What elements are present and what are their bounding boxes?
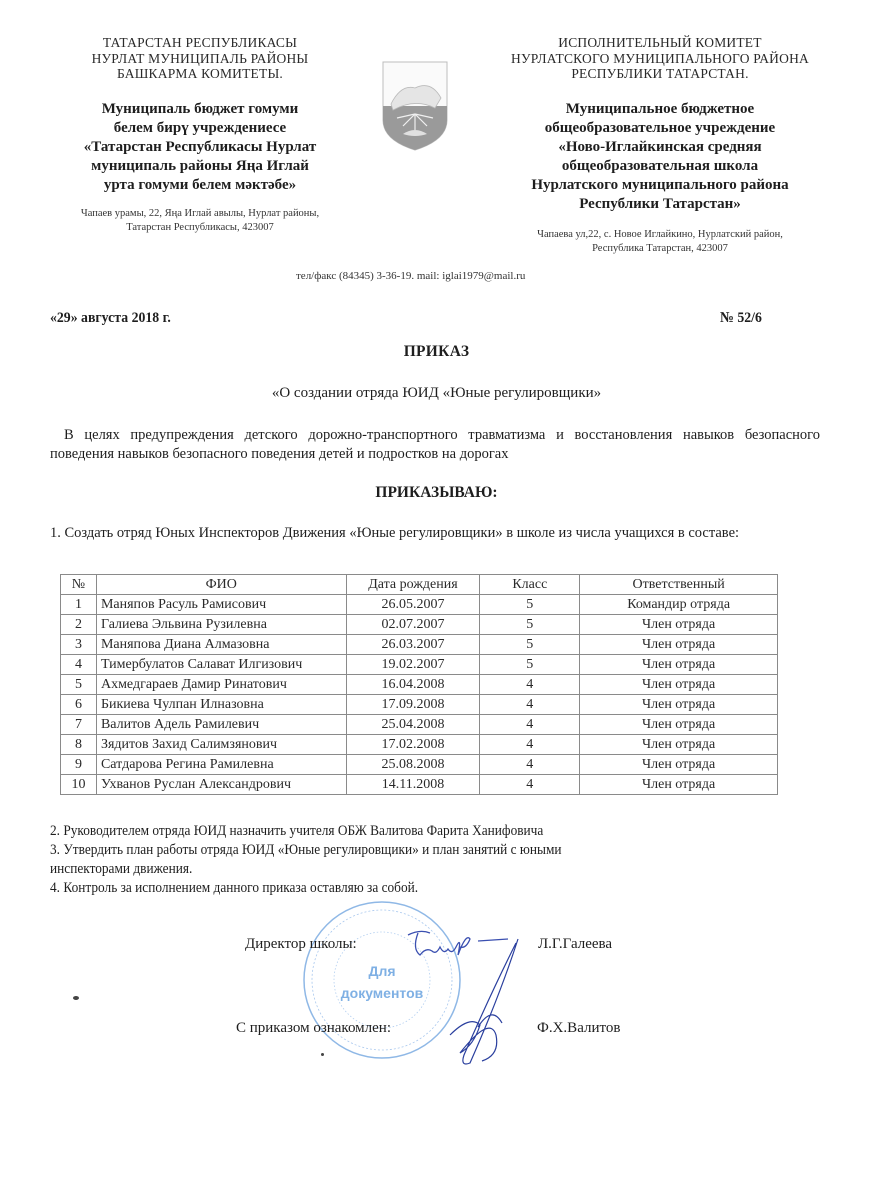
cell-birthdate: 19.02.2007 [346, 655, 480, 675]
header-line: БАШКАРМА КОМИТЕТЫ. [117, 66, 283, 81]
acknowledgment-signature [430, 935, 530, 1070]
cell-class: 5 [480, 595, 580, 615]
cell-number: 1 [61, 595, 97, 615]
header-line: Муниципаль бюджет гомуми [101, 100, 299, 117]
cell-number: 2 [61, 615, 97, 635]
header-line: Чапаев урамы, 22, Яңа Иглай авылы, Нурлат районы, [80, 207, 320, 219]
intro-text: В целях предупреждения детского дорожно-транспортного травматизма и восстановления навыков безопасного поведения навыков безопасного поведения детей и подростков на дорогах [50, 427, 820, 462]
contact-line: тел/факс (84345) 3-36-19. mail: iglai1979@mail.ru [296, 270, 526, 282]
cell-name: Маняпов Расуль Рамисович [96, 595, 346, 615]
col-header-number: № [61, 575, 97, 595]
cell-class: 5 [480, 615, 580, 635]
cell-role: Член отряда [580, 735, 778, 755]
cell-number: 8 [61, 735, 97, 755]
acknowledgment-label: С приказом ознакомлен: [236, 1020, 392, 1036]
document-date: «29» августа 2018 г. [50, 310, 171, 326]
header-line: ТАТАРСТАН РЕСПУБЛИКАСЫ [102, 35, 298, 50]
intro-paragraph [50, 426, 820, 464]
header-line: НУРЛАТ МУНИЦИПАЛЬ РАЙОНЫ [91, 50, 309, 66]
cell-number: 4 [61, 655, 97, 675]
cell-number: 9 [61, 755, 97, 775]
table-row [61, 735, 778, 755]
cell-class: 4 [480, 675, 580, 695]
table-row [61, 615, 778, 635]
header-line: ИСПОЛНИТЕЛЬНЫЙ КОМИТЕТ [558, 35, 762, 50]
col-header-name: ФИО [96, 575, 346, 595]
cell-name: Валитов Адель Рамилевич [96, 715, 346, 735]
cell-name: Ахмедгараев Дамир Ринатович [96, 675, 346, 695]
cell-class: 5 [480, 635, 580, 655]
members-table [60, 574, 778, 795]
director-name: Л.Г.Галеева [538, 936, 613, 952]
cell-role: Член отряда [580, 615, 778, 635]
acknowledgment-name: Ф.Х.Валитов [537, 1020, 621, 1036]
coat-of-arms-icon [375, 58, 455, 153]
cell-number: 5 [61, 675, 97, 695]
col-header-birthdate: Дата рождения [346, 575, 480, 595]
scan-speck [73, 996, 79, 1000]
table-row [61, 715, 778, 735]
cell-class: 4 [480, 755, 580, 775]
cell-birthdate: 17.02.2008 [346, 735, 480, 755]
order-items [50, 822, 820, 898]
table-row [61, 635, 778, 655]
cell-role: Член отряда [580, 755, 778, 775]
header-right-address [490, 228, 830, 256]
header-line: белем бирү учреждениесе [113, 119, 287, 136]
col-header-class: Класс [480, 575, 580, 595]
scan-speck [321, 1053, 324, 1056]
cell-birthdate: 14.11.2008 [346, 775, 480, 795]
header-line: «Ново-Иглайкинская средняя [558, 138, 762, 155]
cell-name: Ухванов Руслан Александрович [96, 775, 346, 795]
order-item-3-cont: инспекторами движения. [50, 861, 193, 877]
header-right-authority [490, 35, 830, 82]
cell-birthdate: 17.09.2008 [346, 695, 480, 715]
cell-name: Тимербулатов Салават Илгизович [96, 655, 346, 675]
cell-number: 10 [61, 775, 97, 795]
header-line: Республики Татарстан» [579, 195, 741, 212]
cell-class: 4 [480, 735, 580, 755]
cell-class: 5 [480, 655, 580, 675]
header-line: Республика Татарстан, 423007 [592, 242, 728, 254]
cell-class: 4 [480, 775, 580, 795]
header-line: «Татарстан Республикасы Нурлат [83, 138, 317, 155]
cell-number: 3 [61, 635, 97, 655]
table-row [61, 695, 778, 715]
header-line: Муниципальное бюджетное [565, 100, 755, 117]
header-line: Нурлатского муниципального района [531, 176, 789, 193]
header-left-authority [60, 35, 340, 82]
document-number: № 52/6 [720, 310, 762, 326]
order-item-1: 1. Создать отряд Юных Инспекторов Движения «Юные регулировщики» в школе из числа учащихся в составе: [50, 525, 740, 541]
table-row [61, 655, 778, 675]
header-line: Татарстан Республикасы, 423007 [126, 221, 274, 233]
header-line: НУРЛАТСКОГО МУНИЦИПАЛЬНОГО РАЙОНА [511, 50, 809, 66]
header-line: урта гомуми белем мәктәбе» [103, 176, 297, 193]
table-row [61, 775, 778, 795]
cell-class: 4 [480, 715, 580, 735]
cell-birthdate: 16.04.2008 [346, 675, 480, 695]
order-item-2: 2. Руководителем отряда ЮИД назначить учителя ОБЖ Валитова Фарита Ханифовича [50, 823, 544, 839]
cell-number: 6 [61, 695, 97, 715]
cell-role: Член отряда [580, 635, 778, 655]
header-line: Чапаева ул,22, с. Новое Иглайкино, Нурлатский район, [537, 228, 783, 240]
cell-birthdate: 25.08.2008 [346, 755, 480, 775]
document-title: ПРИКАЗ [403, 343, 470, 360]
cell-role: Член отряда [580, 695, 778, 715]
cell-role: Член отряда [580, 675, 778, 695]
cell-class: 4 [480, 695, 580, 715]
cell-name: Зядитов Захид Салимзянович [96, 735, 346, 755]
cell-role: Член отряда [580, 655, 778, 675]
cell-name: Маняпова Диана Алмазовна [96, 635, 346, 655]
order-heading: ПРИКАЗЫВАЮ: [375, 484, 498, 501]
cell-role: Член отряда [580, 775, 778, 795]
table-row [61, 675, 778, 695]
cell-name: Бикиева Чулпан Илназовна [96, 695, 346, 715]
header-left-address [60, 207, 340, 235]
document-subtitle: «О создании отряда ЮИД «Юные регулировщики» [271, 385, 602, 401]
table-header-row [61, 575, 778, 595]
header-left-block [60, 35, 340, 235]
order-item-4: 4. Контроль за исполнением данного приказа оставляю за собой. [50, 880, 419, 896]
stamp-text-line: документов [340, 985, 424, 1001]
cell-role: Член отряда [580, 715, 778, 735]
cell-name: Сатдарова Регина Рамилевна [96, 755, 346, 775]
cell-number: 7 [61, 715, 97, 735]
header-line: общеобразовательное учреждение [544, 119, 776, 136]
cell-birthdate: 02.07.2007 [346, 615, 480, 635]
header-right-org-name [490, 100, 830, 214]
table-row [61, 755, 778, 775]
cell-birthdate: 26.05.2007 [346, 595, 480, 615]
cell-role: Командир отряда [580, 595, 778, 615]
header-line: РЕСПУБЛИКИ ТАТАРСТАН. [571, 66, 749, 81]
cell-name: Галиева Эльвина Рузилевна [96, 615, 346, 635]
col-header-role: Ответственный [580, 575, 778, 595]
order-item-3: 3. Утвердить план работы отряда ЮИД «Юные регулировщики» и план занятий с юными [50, 842, 562, 858]
stamp-text-line: Для [368, 963, 396, 979]
cell-birthdate: 26.03.2007 [346, 635, 480, 655]
header-line: муниципаль районы Яңа Иглай [91, 157, 309, 174]
director-label: Директор школы: [245, 936, 357, 952]
table-row [61, 595, 778, 615]
header-line: общеобразовательная школа [561, 157, 759, 174]
header-left-org-name [60, 100, 340, 195]
cell-birthdate: 25.04.2008 [346, 715, 480, 735]
header-right-block [490, 35, 830, 256]
